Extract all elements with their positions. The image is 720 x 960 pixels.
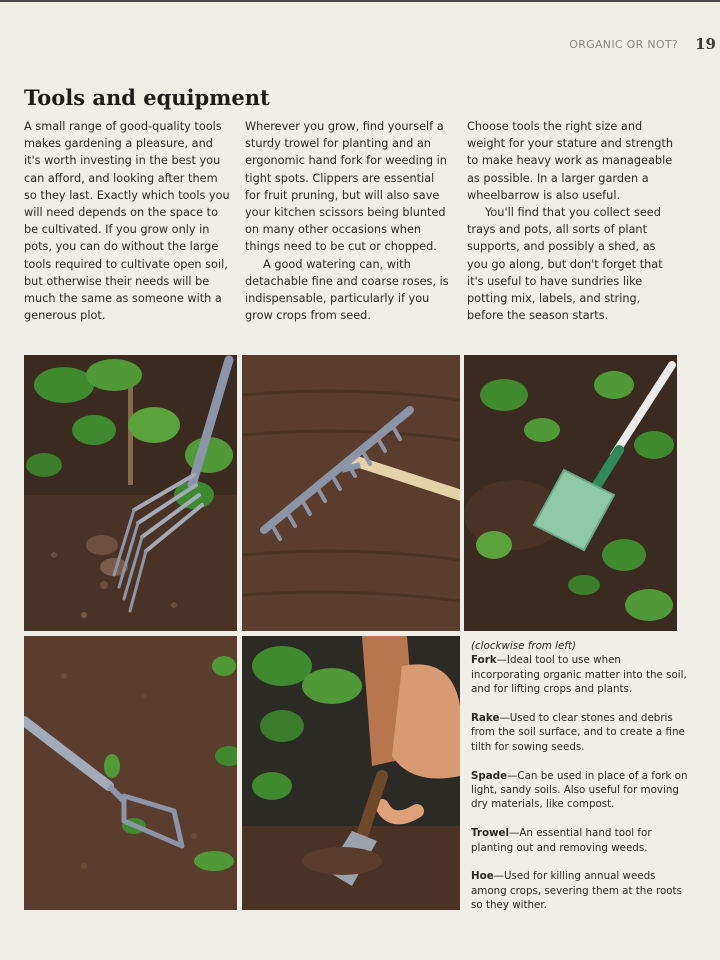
paragraph: Wherever you grow, find yourself a sturdy trowel for planting and an ergonomic hand fork for weeding in tight spots. Clippers are essential for fruit pruning, but will also save your kitchen scissors being blunted on many other occasions when things need to be cut or chopped.: [245, 120, 447, 254]
caption-text: —Can be used in place of a fork on light, sandy soils. Also useful for moving dry materials, like compost.: [471, 769, 688, 811]
photo-fork: [24, 355, 237, 631]
caption-spade: [471, 769, 691, 812]
caption-term: Trowel: [471, 827, 510, 840]
caption-fork: [471, 653, 691, 696]
text-column-3: [467, 118, 675, 324]
top-rule: [0, 0, 720, 2]
photo-rake: [242, 355, 460, 631]
text-column-1: [24, 118, 232, 324]
fork-icon: [24, 355, 237, 631]
hoe-icon: [24, 636, 237, 910]
caption-text: —Used to clear stones and debris from the soil surface, and to create a fine tilth for sowing seeds.: [471, 712, 685, 753]
paragraph: A good watering can, with detachable fine and coarse roses, is indispensable, particularly if you grow crops from seed.: [245, 257, 449, 323]
caption-intro: (clockwise from left): [471, 640, 577, 652]
paragraph: A small range of good-quality tools makes gardening a pleasure, and it's worth investing in the best you can afford, and looking after them so they last. Exactly which tools you will need depends on the space to be cultivated. If you grow only in pots, you can do without the large tools required to cultivate open soil, but otherwise their needs will be much the same as someone with a generous plot.: [24, 120, 230, 323]
photo-hoe: [24, 636, 237, 910]
caption-hoe: [471, 869, 691, 912]
caption-term: Spade: [471, 769, 508, 782]
running-head: ORGANIC OR NOT?: [569, 38, 678, 51]
caption-rake: [471, 711, 691, 754]
caption-text: —An essential hand tool for planting out and removing weeds.: [471, 827, 652, 854]
photo-trowel: [242, 636, 460, 910]
photo-spade: [464, 355, 677, 631]
caption-text: —Ideal tool to use when incorporating organic matter into the soil, and for lifting crops and plants.: [471, 654, 687, 696]
paragraph: You'll find that you collect seed trays and pots, all sorts of plant supports, and possibly a shed, as you go along, but don't forget that it's useful to have sundries like potting mix, labels, and string, before the season starts.: [467, 206, 663, 323]
article-title: Tools and equipment: [24, 85, 270, 110]
caption-trowel: [471, 826, 691, 855]
caption-term: Fork: [471, 654, 497, 667]
trowel-icon: [242, 636, 460, 910]
caption-term: Hoe: [471, 870, 494, 883]
caption-text: —Used for killing annual weeds among crops, severing them at the roots so they wither.: [471, 870, 682, 912]
rake-icon: [242, 355, 460, 631]
paragraph: Choose tools the right size and weight for your stature and strength to make heavy work as manageable as possible. In a larger garden a wheelbarrow is also useful.: [467, 120, 673, 202]
page-number: 19: [695, 35, 716, 53]
spade-icon: [464, 355, 677, 631]
photo-captions: [471, 639, 691, 927]
text-column-2: [245, 118, 453, 324]
caption-term: Rake: [471, 712, 500, 725]
